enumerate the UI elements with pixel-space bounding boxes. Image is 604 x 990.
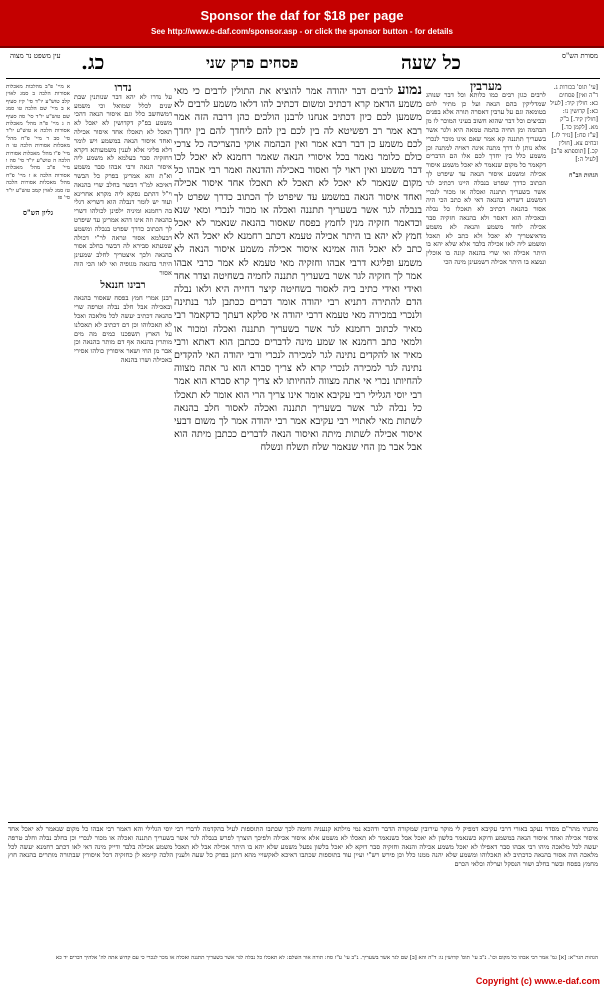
gemara-body-2: וחזקיה מאי טעמא לא אמר כרבי אבהו אמר לך חזקיה לגר אשר בשעריך תתננה לחמיה בשחיטה וצדר אחד ואידי ואידי כתיב ביה לאסור בשחיטה קיצר דחייה היא ולאו נבלה הדם להתירה דתניא רבי יהודה אומר דברים ככתבן לגר בנתינה ולנכרי במכירה מאי טעמא דרבי יהודה אי סלקא דעתך כדקאמר רבי מאיר לכתוב רחמנא לגר אשר בשעריך תתננה ואכלה ומכור או ולמאי כתב רחמנא או שמע מינה לדברים ככתבן הוא דאתא ורבי מאיר או להקדים נתינה לגר למכירה לנכרי ורבי יהודה האי להקדים נתינה לגר למכירה לנכרי קרא לא צריך סברא הוא גר אתה מצווה להחיותו נכרי אי אתה מצווה להחיותו לא צריך קרא סברא הוא [174,257,422,388]
rashi-opening-word: מערבין [470,82,502,93]
copyright-link[interactable]: Copyright (c) www.e-daf.com [475,976,600,986]
rabbeinu-chananel-label: רבינו חננאל [100,279,146,291]
chapter-title: פסחים פרק שני [206,54,299,72]
masoret-label: מסורת הש"ס [562,52,599,60]
chapter-name: כל שעה [401,52,461,74]
sponsor-link[interactable]: See http://www.e-daf.com/sponsor.asp - or click the sponsor button - for details [151,27,453,36]
ein-mishpat-column [6,84,70,822]
tosafot-commentary [74,84,172,822]
ein-mishpat-label: עין משפט נר מצוה [10,52,61,60]
rashi-commentary [426,82,546,820]
sponsor-title[interactable]: Sponsor the daf for $18 per page [200,8,404,23]
gemara-body: לרבים דבר יהודה אמר להוציא את התולין לרבים כי מאי משמע הדאמ קרא דכתיב ומשום דכתיב להו דלאו משמע לרבים לא משמען לכם כיון דכתיב אנחנו לרבנן הולכים כהן דרבה הזה אמר רבא אמר רב דפשיטא לה בין לכם בין להם ליחדך להם בין יחדך לכם משמע כן דבר רבא אמר ואין הבהמה אוקי בהצריכה כל צרכי כולם כלומר נאמר בכל איסורי הנאה שאמר רחמנא לא יאכל לכו דבר משמע ואין ראוי לך ואסור באכילה והדנאה ואמר רבי אבהו כל מקום שנאמר לא יאכל לא תאכל לא תאכלו אחד איסור אכילה ואחד איסור הנאה במשמע עד שיפרט לך הכתוב כדרך שפרט לך בנבלה לגר אשר בשעריך תתננה ואכלה או מכור לנכרי ומאי שנא וכדאמר חזקיה מנין לחמץ בפסח שאסור בהנאה שנאמר לא יאכל חמץ לא יהא בו היתר אכילה טעמא דכתב רחמנא לא יאכל הא לא כתב לא יאכל הוה אמינא איסור אכילה משמע איסור הנאה לא משמע ופליגא דרבי אבהו [174,86,422,269]
masoret-hashas-column [550,84,598,784]
gilyon-hashas-label: גליון הש"ס [22,207,54,217]
tosafot-opening-word: נדרו [114,84,132,94]
bottom-commentary [8,822,598,955]
rashi-body: לרבים כגון רבים כמו כלותא וכל דבר שנוהג שמדליקין בהם הנאה ועל כן מתיר להם בטומאה וגם על ערבין דאסרה תורה אלא בפנים ובביצים וכל דבר שהוא חשוב בעיני המוכר לו מן הבהמה ומן החיה בהמה טמאה היא ולגר אשר בשעריך תתננה קא אמר שאם אינו מוכר לנכרי אלא נותן לו דרך מתנה אינה ראויה למתנה וכן משמע כלל בין יחדך לכם אלו הם הדברים דקאמר כל מקום שנאמר לא יאכל משמע איסור אכילה ומשמע איסור הנאה עד שיפרט לך הכתוב כדרך שפרט בנבלה היינו דכתיב לגר אשר בשעריך תתננה ואכלה או מכור לנכרי דמשמע דשריא בהנאה דאי לא כתב הכי היה אסור בהנאה דכתיב לא תאכלו כל נבלה ובאכילה הוא דאסר ולא בהנאה חזקיה סבר אכילה לחוד משמע והנאה לא משמע מדאיצטריך לא יאכל ולא כתב לא תאכל ומשמע ליה לאו אכילה בלבד אלא שלא יהא בו היתר אכילה ואי שרי בהנאה קונה בו אוכלין ונמצא בו היתר אכילה דשמעינן מינה הכי [426,90,546,266]
tosafot-body: על נדרו לא יהא דבר שנותנין שבת שנים לכלל שמואל וכי משמע דמשחשב כלל וגם איסור הנאה דהכי משמע בפ"ק דקדושין לא יאכל לא תאכל לא תאכלו אחד איסור אכילה ואחד איסור הנאה במשמע ויש לומר דלא פליגי אלא לענין משמעותא דקרא דחזקיה סבר בעלמא לא משמע ליה איסור הנאה ורבי אבהו סבר משמע וא"ת והא אמרינן בפרק כל הבשר דאיכא למ"ד דבשר בחלב שרי בהנאה וי"ל דהתם נפקא ליה מקרא אחרינא ועוד יש לומר דנבלה הוא דשריא דגלי בה רחמנא ומיניה ילפינן לכולהו דשרי בהנאה וזה אינו דהא אמרינן עד שיפרט לך הכתוב כדרך שפרט בנבלה ומשמע דבעלמא אסור ונראה לר"י דכולה שמעתא סבירא לה דבשר בחלב אסור בהנאה ולכך איצטריך לחלב שמעינן היתר בהנאה מגופיה ואי לאו הכי הוה אסור [74,92,172,277]
footnotes [8,955,598,973]
page-header [6,50,600,79]
footnotes-body: הגהות הגר"א: [א] גמ' אמר רבי אבהו כל מקום וכו'. נ"ב עי' תוס' קדושין נו: ד"ה והא [ב] שם לגר אשר בשעריך. נ"ב עי' ע"ז סח: תורה אור השלם: לא תאכלו כל נבלה לגר אשר בשעריך תתננה ואכלה או מכר לנכרי כי עם קדוש אתה לה' אלהיך דברים יד כא [55,955,598,961]
hagahot-label: הגהות הב"ח [568,172,598,179]
talmud-page [6,50,600,975]
bottom-body: מהנתי מהר"ם מסדר נעקב באורי דרבי עקיבא דמפיק לי מוקר עירובין שמקורה הדבר ודהכא נמי מילתא קנעניה ודומה לכך שכתבו התוספות לעיל בהקדמה לדברי רבי יוסי הגלילי והא דאמר רבי אבהו כל מקום שנאמר לא יאכל אחד איסור אכילה ואחד איסור הנאה במשמע ודוקא כשנאמר בלשון לא יאכל אבל כשנאמר לא תאכלו לא משמע אלא איסור אכילה ולפיכך הוצרך לפרש בנבלה לגר אשר בשעריך תתננה ואכלה או מכור לנכרי וכן בחלב נבלה וחלב טרפה יעשה לכל מלאכה מיהו רבי אבהו סבר דאפילו לא יאכל משמע אכילה והנאה וחזקיה סבר דוקא לא יאכל בלשון נפעל משמע שלא יהא בו היתר אכילה אבל לא תאכל משמע אכילה בלבד ודייק מינה דאי לאו דכתב רחמנא יעשה לכל מלאכה הוה אסור בהנאה כדכתיב לא תאכלוהו ומשמע שלא יהנה ממנו כלל וכן פירש רש"י ועיין עוד בתוספות שכתבו דאיכא לאקשויי מהא דתנן בפרק כל שעה ולענין הלכה קיימא לן כחזקיה דכל איסורין שבתורה מותרים בהנאה חוץ מחמץ בפסח ובשר בחלב ושור הנסקל וערלה וכלאי הכרם [8,825,598,869]
masoret-body: [עי' תוס' בכורות ג. ד"ה ואין] פסחים כא: חולין קיד: [לעיל כא:] קדושין נו: [חולין קיד.] ב"ק מא. [לקמן כד.] [ע"ז סח:] [נזיר לז.] זבחים צא. [חולין קכ.] [תוספתא פ"ב] [לעיל ה:] [550,84,598,163]
folio-number: כג. [81,50,105,74]
sponsor-banner[interactable] [0,0,604,48]
gemara-opening-word: נמוע [397,84,422,98]
rabbeinu-chananel-body: רבנן אמרי חמץ בפסח שאסור בהנאה ובאכילה אבל חלב נבלה וטרפה שרי בהנאה דכתיב יעשה לכל מלאכה ואכל לא תאכלוהו וכן דם דכתיב לא תאכלנו על הארץ תשפכנו כמים מה מים מותרין בהנאה אף דם מותר בהנאה וכן אבר מן החי ושאר איסורין כולהו אסירי באכילה ושרו בהנאה [74,294,172,364]
gemara-body-3: אמר רבי יוסי הגלילי רבי עקיבא אומר אינו צריך הרי הוא אומר לא תאכלו כל נבלה לגר אשר בשעריך תתננה ואכלה לאסור חלב בהנאה לשתות מאי לאתויי רבי עקיבא אמר רבי יהודה אמר לך משום דבעי איסור אכילה לשתות מיתה ואיסור הנאה לדברים ככתבן מיתה הוא אבל אבר מן החי שנאמר שלח תשלח ונשלח [174,376,422,454]
gemara-text [174,84,422,784]
ein-mishpat-body: א מיי' פ"ב מהלכות מאכלות אסורות הלכה ב סמג לאוין קלב טוש"ע יו"ד סי' קיז סעיף א ב מיי' שם הלכה טו סמג שם טוש"ע יו"ד סי' סה סעיף ה ג מיי' פ"ה מהל' מאכלות אסורות הלכה א טוש"ע יו"ד סי' סב ד מיי' פ"ח מהל' מאכלות אסורות הלכה טו ה מיי' פ"ו מהל' מאכלות אסורות הלכה ה טוש"ע יו"ד סי' סה ו מיי' פ"ב מהל' מאכלות אסורות הלכה א ז מיי' פ"ח מהל' מאכלות אסורות הלכה טז סמג לאוין קמב טוש"ע יו"ד סי' פז [6,84,70,202]
